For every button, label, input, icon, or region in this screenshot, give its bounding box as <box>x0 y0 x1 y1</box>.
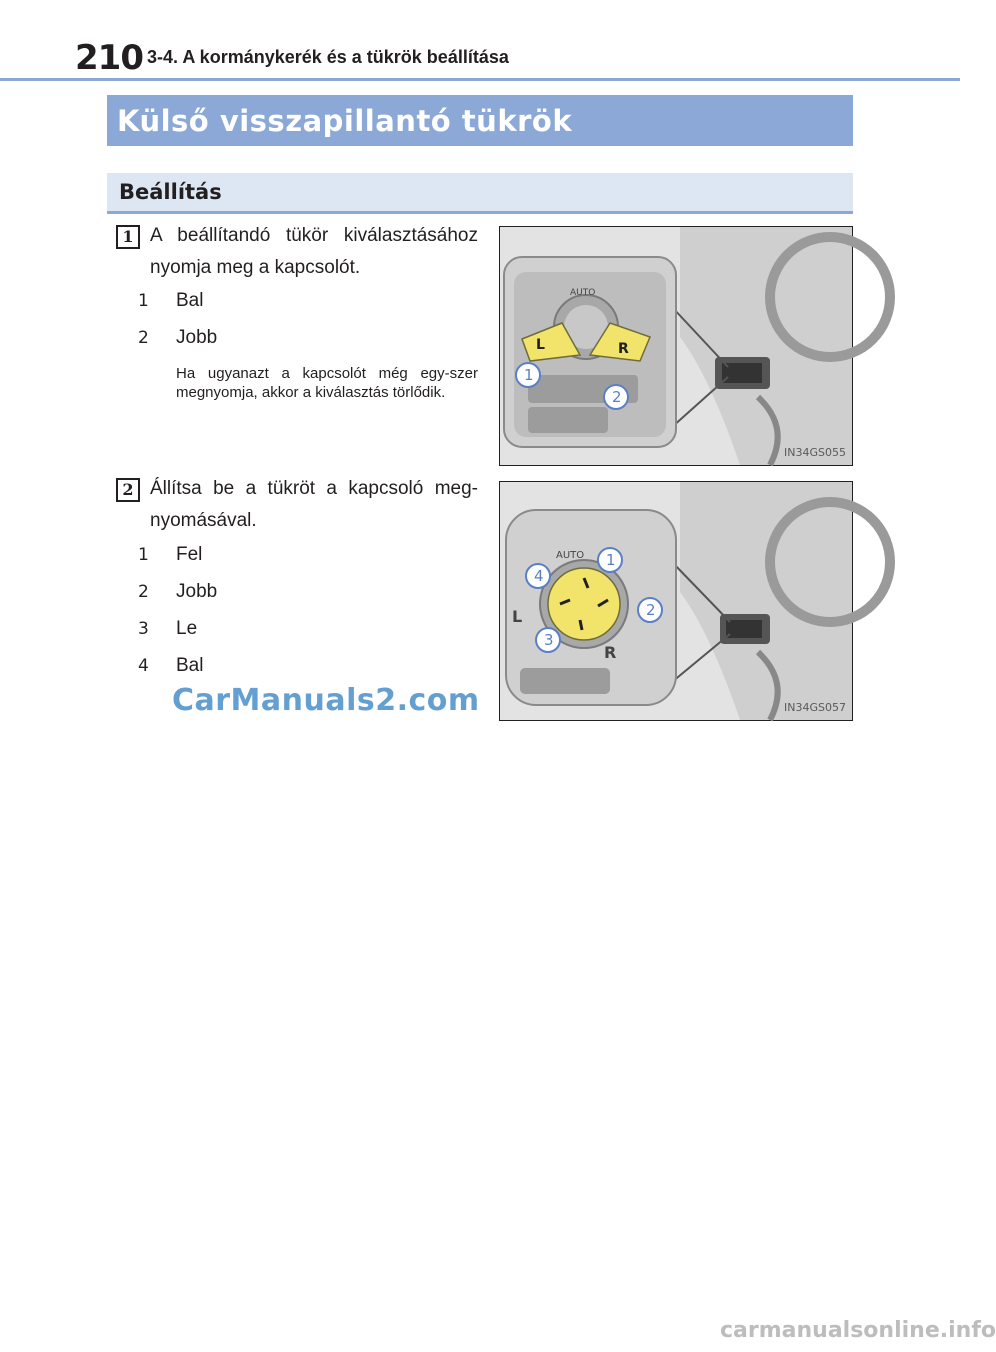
step-2-item-1 <box>138 544 203 566</box>
switch-right-text: R <box>604 643 617 662</box>
watermark-carmanualsonline: carmanualsonline.info <box>720 1318 996 1343</box>
section-title-bar <box>107 95 853 146</box>
item-label: Jobb <box>176 581 218 602</box>
item-number: 1 <box>138 291 149 311</box>
figure-2-label-1: 1 <box>606 551 616 569</box>
item-number: 3 <box>138 619 149 639</box>
switch-auto-text: AUTO <box>556 550 585 561</box>
header-rule <box>0 78 960 81</box>
item-label: Bal <box>176 290 204 311</box>
step-2-item-3 <box>138 618 198 640</box>
item-number: 2 <box>138 582 149 602</box>
section-title: Külső visszapillantó tükrök <box>117 104 573 138</box>
item-number: 1 <box>138 545 149 565</box>
figure-code: IN34GS055 <box>784 446 846 459</box>
item-label: Jobb <box>176 327 218 348</box>
figure-2-label-2: 2 <box>646 601 656 619</box>
step-2-item-2 <box>138 581 218 603</box>
item-number: 4 <box>138 656 149 676</box>
figure-code: IN34GS057 <box>784 701 846 714</box>
switch-left-text: L <box>536 337 545 353</box>
step-1-text: A beállítandó tükör kiválasztásához nyomja meg a kapcsolót. <box>150 225 478 278</box>
figure-1-label-2: 2 <box>612 388 622 406</box>
figure-mirror-select-switch <box>499 226 853 466</box>
step-1-number: 1 <box>116 225 140 249</box>
step-1-note: Ha ugyanazt a kapcsolót még egy-szer megnyomja, akkor a kiválasztás törlődik. <box>176 365 478 401</box>
item-label: Fel <box>176 544 203 565</box>
page-number: 210 <box>75 38 143 78</box>
figure-mirror-adjust-switch <box>499 481 853 721</box>
watermark-carmanuals2: CarManuals2.com <box>172 683 480 718</box>
step-1-item-2 <box>138 327 218 349</box>
item-label: Le <box>176 618 198 639</box>
step-2-number: 2 <box>116 478 140 502</box>
switch-auto-text: AUTO <box>570 288 596 298</box>
switch-left-text: L <box>512 607 523 626</box>
step-2-text: Állítsa be a tükröt a kapcsoló meg-nyomásával. <box>150 478 478 531</box>
subsection-title-bar <box>107 173 853 214</box>
item-label: Bal <box>176 655 204 676</box>
step-1-item-1 <box>138 290 204 312</box>
figure-2-label-4: 4 <box>534 567 544 585</box>
switch-right-text: R <box>618 341 629 357</box>
chapter-title: 3-4. A kormánykerék és a tükrök beállítása <box>147 47 509 67</box>
figure-1-label-1: 1 <box>524 366 534 384</box>
item-number: 2 <box>138 328 149 348</box>
step-2-item-4 <box>138 655 204 677</box>
subsection-title: Beállítás <box>119 180 222 204</box>
figure-2-label-3: 3 <box>544 631 554 649</box>
